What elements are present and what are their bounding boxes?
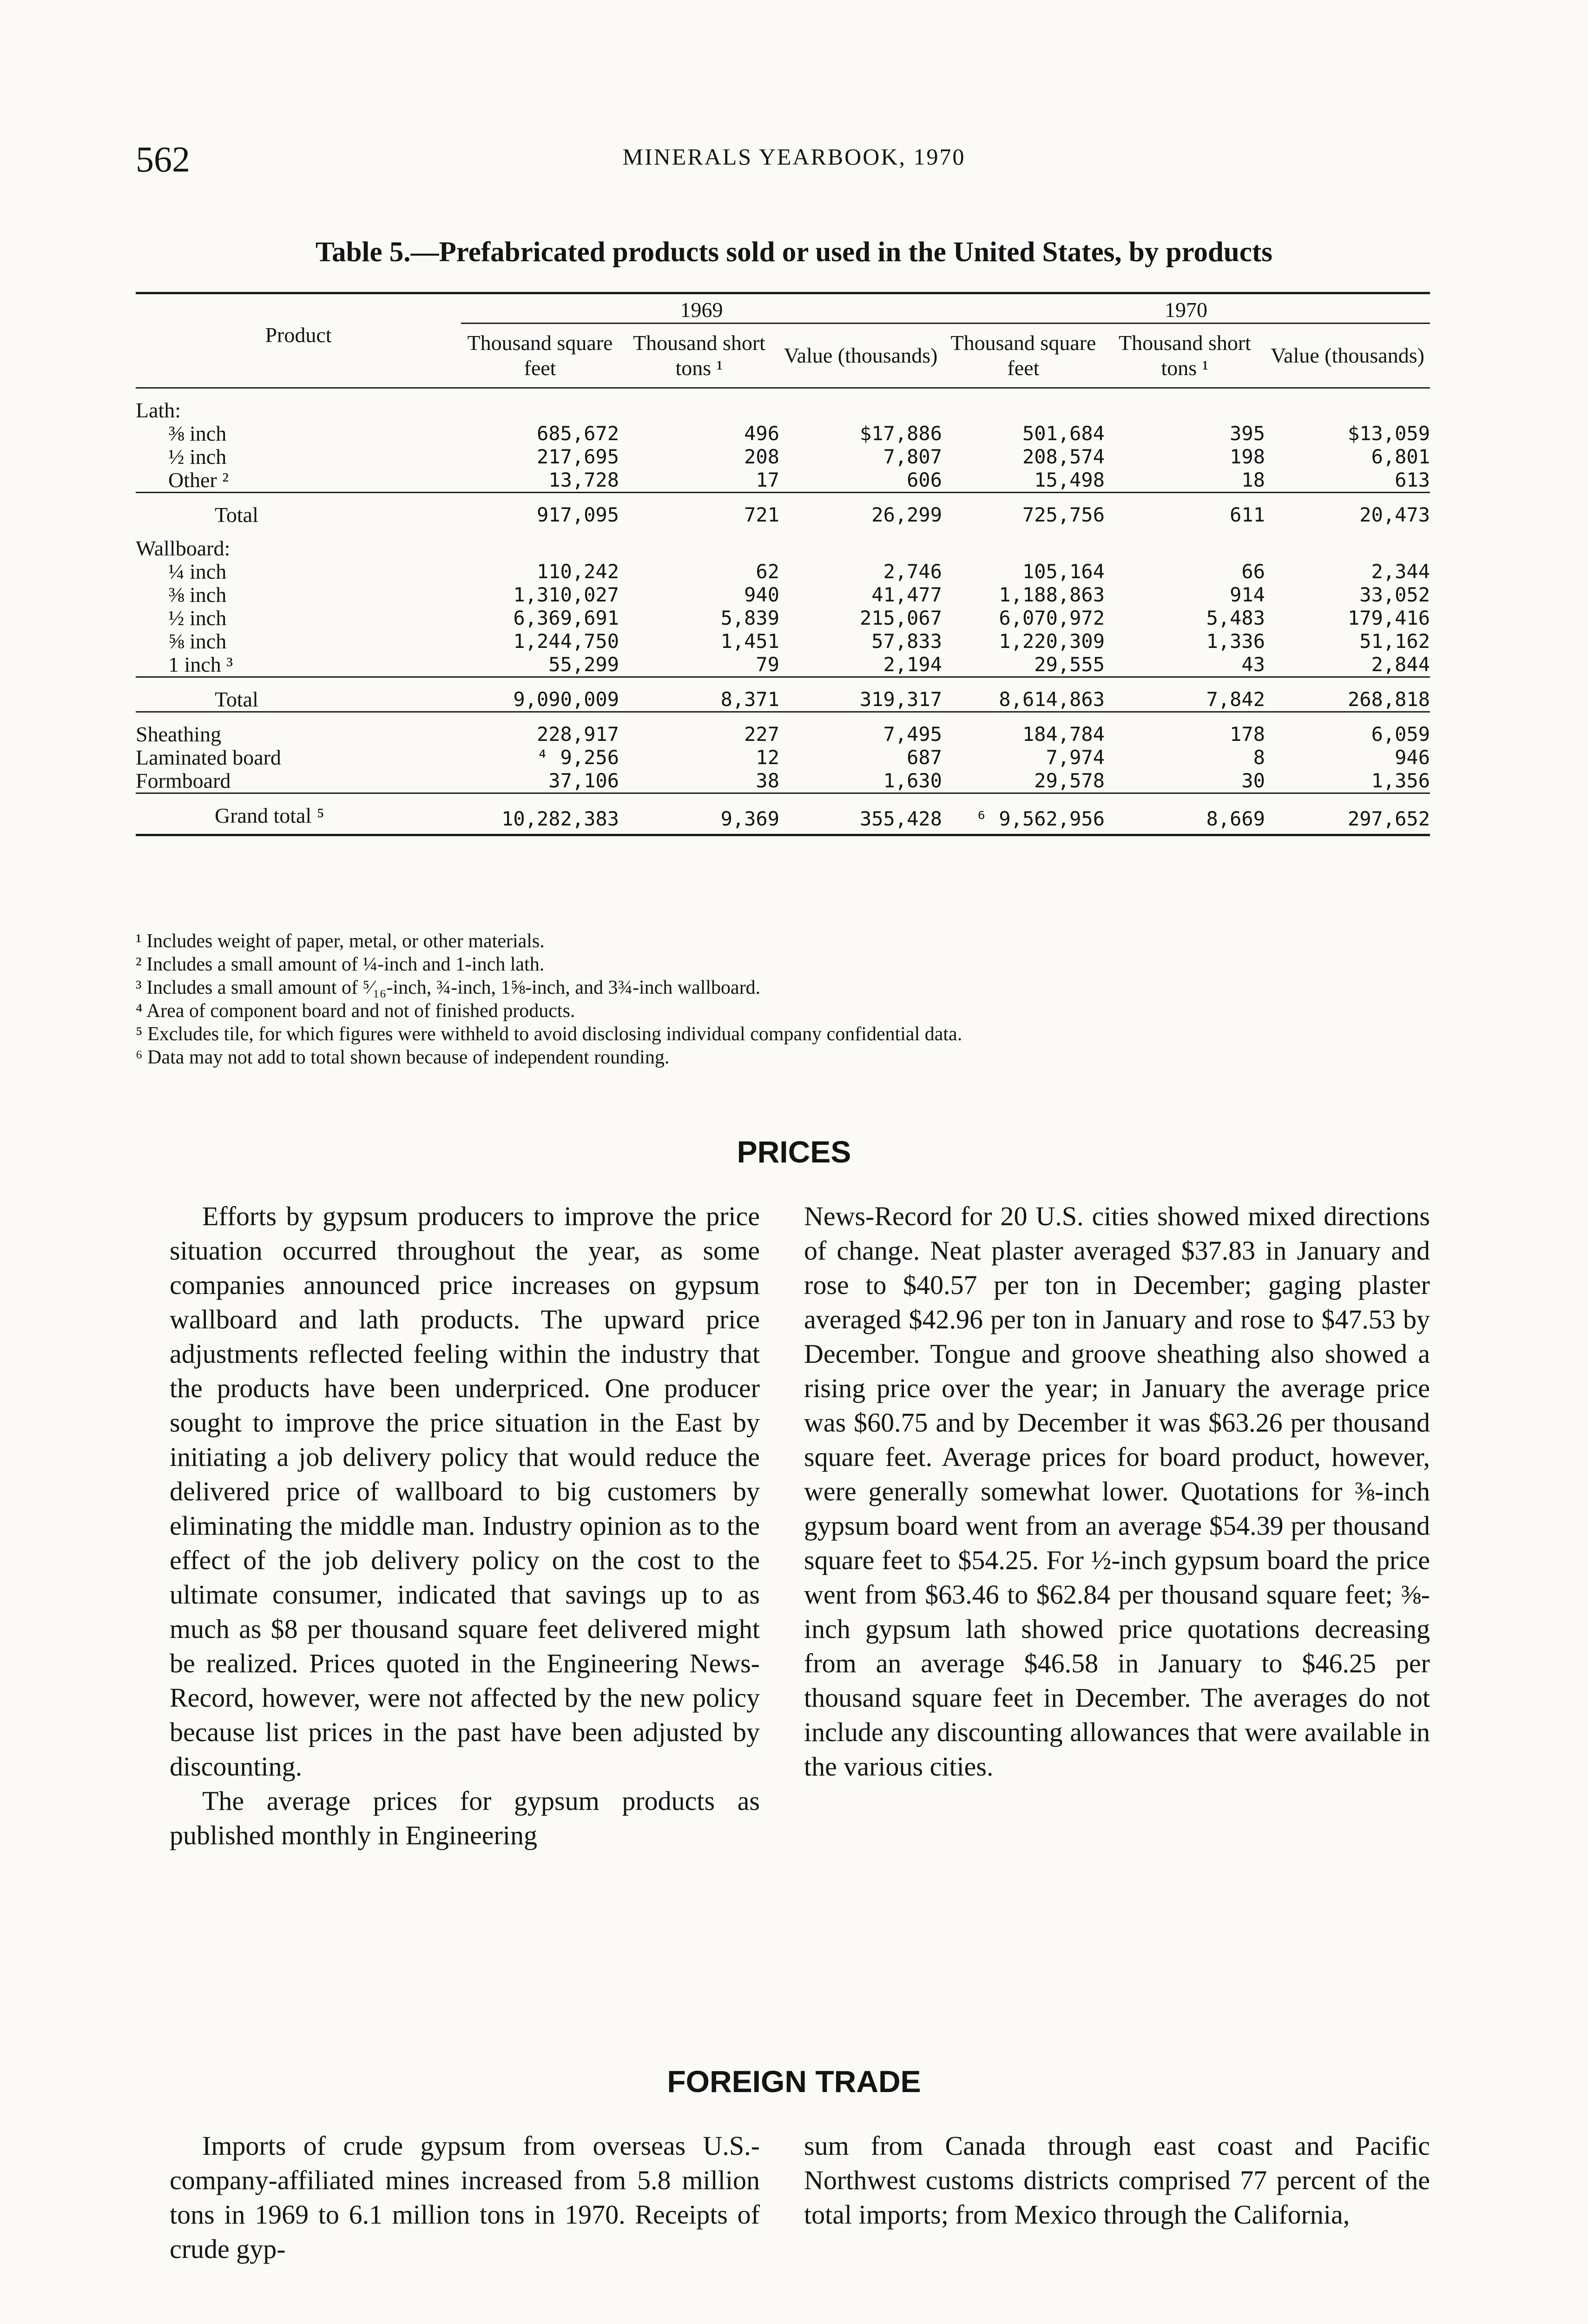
cell: 5,483 <box>1206 607 1265 629</box>
cell: 29,555 <box>942 653 1105 677</box>
cell: 7,974 <box>1046 746 1105 769</box>
prices-heading: PRICES <box>737 1135 851 1169</box>
cell: 184,784 <box>1022 723 1105 746</box>
cell: 217,695 <box>536 445 619 468</box>
cell: 15,498 <box>942 469 1105 493</box>
foreign-trade-left-column <box>170 2129 760 2266</box>
cell: 13,728 <box>461 469 619 493</box>
cell: 66 <box>1241 560 1265 583</box>
prices-left-column <box>170 1199 760 1853</box>
row-label: ⅝ inch <box>168 629 227 653</box>
cell: 26,299 <box>871 503 942 526</box>
cell: 208,574 <box>1022 445 1105 468</box>
prices-right-column <box>804 1199 1430 1784</box>
section-label: Wallboard: <box>136 536 231 560</box>
cell: 55,299 <box>461 653 619 677</box>
cell: 6,801 <box>1371 445 1430 468</box>
foreign-trade-right-column <box>804 2129 1430 2232</box>
cell: 8,669 <box>1206 807 1265 830</box>
cell: 8 <box>1253 746 1265 769</box>
cell: 2,746 <box>883 560 942 583</box>
table-row <box>136 630 1430 653</box>
cell: 1,356 <box>1265 769 1430 793</box>
cell: 179,416 <box>1347 607 1430 629</box>
table-row <box>136 445 1430 469</box>
running-title: MINERALS YEARBOOK, 1970 <box>622 144 966 170</box>
cell: 7,842 <box>1105 688 1265 712</box>
cell: 227 <box>744 723 779 746</box>
table-row-grand-total <box>136 804 1430 835</box>
cell: 18 <box>1105 469 1265 493</box>
cell: 319,317 <box>779 688 942 712</box>
row-label: ⅜ inch <box>168 583 227 607</box>
cell: 1,630 <box>779 769 942 793</box>
cell: 7,495 <box>883 723 942 746</box>
cell: $13,059 <box>1347 422 1430 445</box>
cell: 7,807 <box>883 445 942 468</box>
cell: 946 <box>1395 746 1430 769</box>
cell: 1,310,027 <box>513 583 619 606</box>
cell: 6,070,972 <box>999 607 1105 629</box>
cell: 228,917 <box>536 723 619 746</box>
col-header: Thousand short tons ¹ <box>1119 331 1251 380</box>
row-label: ⅜ inch <box>168 422 227 445</box>
cell: 41,477 <box>871 583 942 606</box>
cell: 17 <box>619 469 779 493</box>
row-label: Formboard <box>136 769 461 793</box>
col-header: Thousand square feet <box>467 331 613 380</box>
cell: 2,194 <box>779 653 942 677</box>
footnote: ¹ Includes weight of paper, metal, or other materials. <box>136 931 545 952</box>
cell: 355,428 <box>859 807 942 830</box>
cell: 198 <box>1230 445 1265 468</box>
cell: 43 <box>1105 653 1265 677</box>
table-row <box>136 560 1430 583</box>
cell: 12 <box>756 746 779 769</box>
cell: 606 <box>779 469 942 493</box>
cell: 37,106 <box>461 769 619 793</box>
cell: 33,052 <box>1359 583 1430 606</box>
paragraph: The average prices for gypsum products as published monthly in Engineering <box>170 1786 760 1850</box>
row-label: Sheathing <box>136 722 221 746</box>
cell: 687 <box>907 746 942 769</box>
cell: 8,371 <box>619 688 779 712</box>
cell: 6,369,691 <box>513 607 619 629</box>
cell: 208 <box>744 445 779 468</box>
cell: 1,188,863 <box>999 583 1105 606</box>
table-title: Table 5.—Prefabricated products sold or used in the United States, by products <box>316 237 1272 268</box>
table-footnotes <box>136 930 1430 1069</box>
cell: 2,344 <box>1371 560 1430 583</box>
col-header: Value (thousands) <box>784 343 938 367</box>
cell: 62 <box>756 560 779 583</box>
footnote: ⁴ Area of component board and not of finished products. <box>136 1000 575 1022</box>
cell: 613 <box>1265 469 1430 493</box>
cell: 6,059 <box>1371 723 1430 746</box>
cell: 685,672 <box>536 422 619 445</box>
cell: 2,844 <box>1265 653 1430 677</box>
cell: ⁴ 9,256 <box>536 746 619 769</box>
cell: 501,684 <box>1022 422 1105 445</box>
col-header: Value (thousands) <box>1271 343 1424 367</box>
cell: 79 <box>619 653 779 677</box>
table-row <box>136 583 1430 607</box>
paragraph: News-Record for 20 U.S. cities showed mixed directions of change. Neat plaster averaged $37.83 in January and rose to $40.57 per ton in December; gaging plaster averaged $42.96 per ton in January and rose to $47.53 by December. Tongue and groove sheathing also showed a rising price over the year; in January the average price was $60.75 and by December it was $63.26 per thousand square feet. Average prices for board product, however, were generally somewhat lower. Quotations for ⅜-inch gypsum board went from an average $54.39 per thousand square feet to $54.25. For ½-inch gypsum board the price went from $63.46 to $62.84 per thousand square feet; ⅜-inch gypsum lath showed price quotations decreasing from an average $46.58 in January to $46.25 per thousand square feet in December. The averages do not include any discounting allowances that were available in the various cities. <box>804 1201 1430 1782</box>
table-row <box>136 469 1430 493</box>
footnote: ⁵ Excludes tile, for which figures were withheld to avoid disclosing individual company confidential data. <box>136 1023 962 1045</box>
cell: 105,164 <box>1022 560 1105 583</box>
cell: 9,369 <box>720 807 779 830</box>
cell: 1,244,750 <box>513 630 619 653</box>
cell: 611 <box>1230 503 1265 526</box>
paragraph: Efforts by gypsum producers to improve the price situation occurred throughout the year, as some companies announced price increases on gypsum wallboard and lath products. The upward price adjustments reflected feeling within the industry that the products have been underpriced. One producer sought to improve the price situation in the East by initiating a job delivery policy that would reduce the delivered price of wallboard to big customers by eliminating the middle man. Industry opinion as to the effect of the job delivery policy on the cost to the ultimate consumer, indicated that savings up to as much as $8 per thousand square feet delivered might be realized. Prices quoted in the Engineering News-Record, however, were not affected by the new policy because list prices in the past have been adjusted by discounting. <box>170 1201 760 1782</box>
cell: 20,473 <box>1359 503 1430 526</box>
footnote: ² Includes a small amount of ¼-inch and 1-inch lath. <box>136 954 545 975</box>
table-top-rule <box>136 292 1430 294</box>
cell: 178 <box>1230 723 1265 746</box>
row-label: Laminated board <box>136 746 281 769</box>
cell: 268,818 <box>1265 688 1430 712</box>
footnote: ³ Includes a small amount of ⁵⁄₁₆-inch, ¾-inch, 1⅝-inch, and 3¾-inch wallboard. <box>136 977 761 998</box>
cell: 5,839 <box>720 607 779 629</box>
table-row <box>136 746 1430 769</box>
row-label: ½ inch <box>168 606 227 630</box>
year-header-1970: 1970 <box>942 297 1430 324</box>
cell: 721 <box>744 503 779 526</box>
row-label: Grand total ⁵ <box>215 804 324 827</box>
paragraph: sum from Canada through east coast and Pacific Northwest customs districts comprised 77 percent of the total imports; from Mexico through the California, <box>804 2131 1430 2230</box>
cell: 395 <box>1230 422 1265 445</box>
cell: 940 <box>744 583 779 606</box>
table-row <box>136 653 1430 677</box>
cell: 215,067 <box>859 607 942 629</box>
cell: 10,282,383 <box>501 807 619 830</box>
cell: 725,756 <box>1022 503 1105 526</box>
paragraph: Imports of crude gypsum from overseas U.S.-company-affiliated mines increased from 5.8 million tons in 1969 to 6.1 million tons in 1970. Receipts of crude gyp- <box>170 2131 760 2264</box>
cell: ⁶ 9,562,956 <box>975 807 1105 830</box>
row-label: 1 inch ³ <box>136 653 461 677</box>
cell: 1,336 <box>1206 630 1265 653</box>
table-row <box>136 769 1430 793</box>
row-label: ½ inch <box>168 445 227 469</box>
cell: 110,242 <box>536 560 619 583</box>
cell: 917,095 <box>536 503 619 526</box>
cell: 8,614,863 <box>942 688 1105 712</box>
cell: 1,220,309 <box>999 630 1105 653</box>
table-row-total <box>136 503 1430 527</box>
page-number: 562 <box>136 139 190 179</box>
cell: $17,886 <box>859 422 942 445</box>
cell: 29,578 <box>942 769 1105 793</box>
cell: 914 <box>1230 583 1265 606</box>
cell: 9,090,009 <box>461 688 619 712</box>
cell: 38 <box>619 769 779 793</box>
table-row <box>136 723 1430 746</box>
year-header-1969: 1969 <box>461 297 942 324</box>
row-label: Other ² <box>136 469 461 493</box>
row-label: Total <box>215 503 258 527</box>
cell: 51,162 <box>1359 630 1430 653</box>
row-label: Total <box>136 688 461 712</box>
col-header: Thousand square feet <box>950 331 1096 380</box>
section-label: Lath: <box>136 398 181 422</box>
prefab-products-table <box>136 297 1430 836</box>
cell: 1,451 <box>720 630 779 653</box>
footnote: ⁶ Data may not add to total shown because of independent rounding. <box>136 1047 670 1068</box>
table-row-total <box>136 688 1430 712</box>
table-row <box>136 607 1430 630</box>
cell: 496 <box>744 422 779 445</box>
product-header: Product <box>265 323 332 347</box>
foreign-trade-heading: FOREIGN TRADE <box>667 2064 921 2099</box>
table-row <box>136 422 1430 445</box>
cell: 57,833 <box>871 630 942 653</box>
col-header: Thousand short tons ¹ <box>633 331 765 380</box>
cell: 30 <box>1105 769 1265 793</box>
cell: 297,652 <box>1347 807 1430 830</box>
row-label: ¼ inch <box>168 560 227 583</box>
